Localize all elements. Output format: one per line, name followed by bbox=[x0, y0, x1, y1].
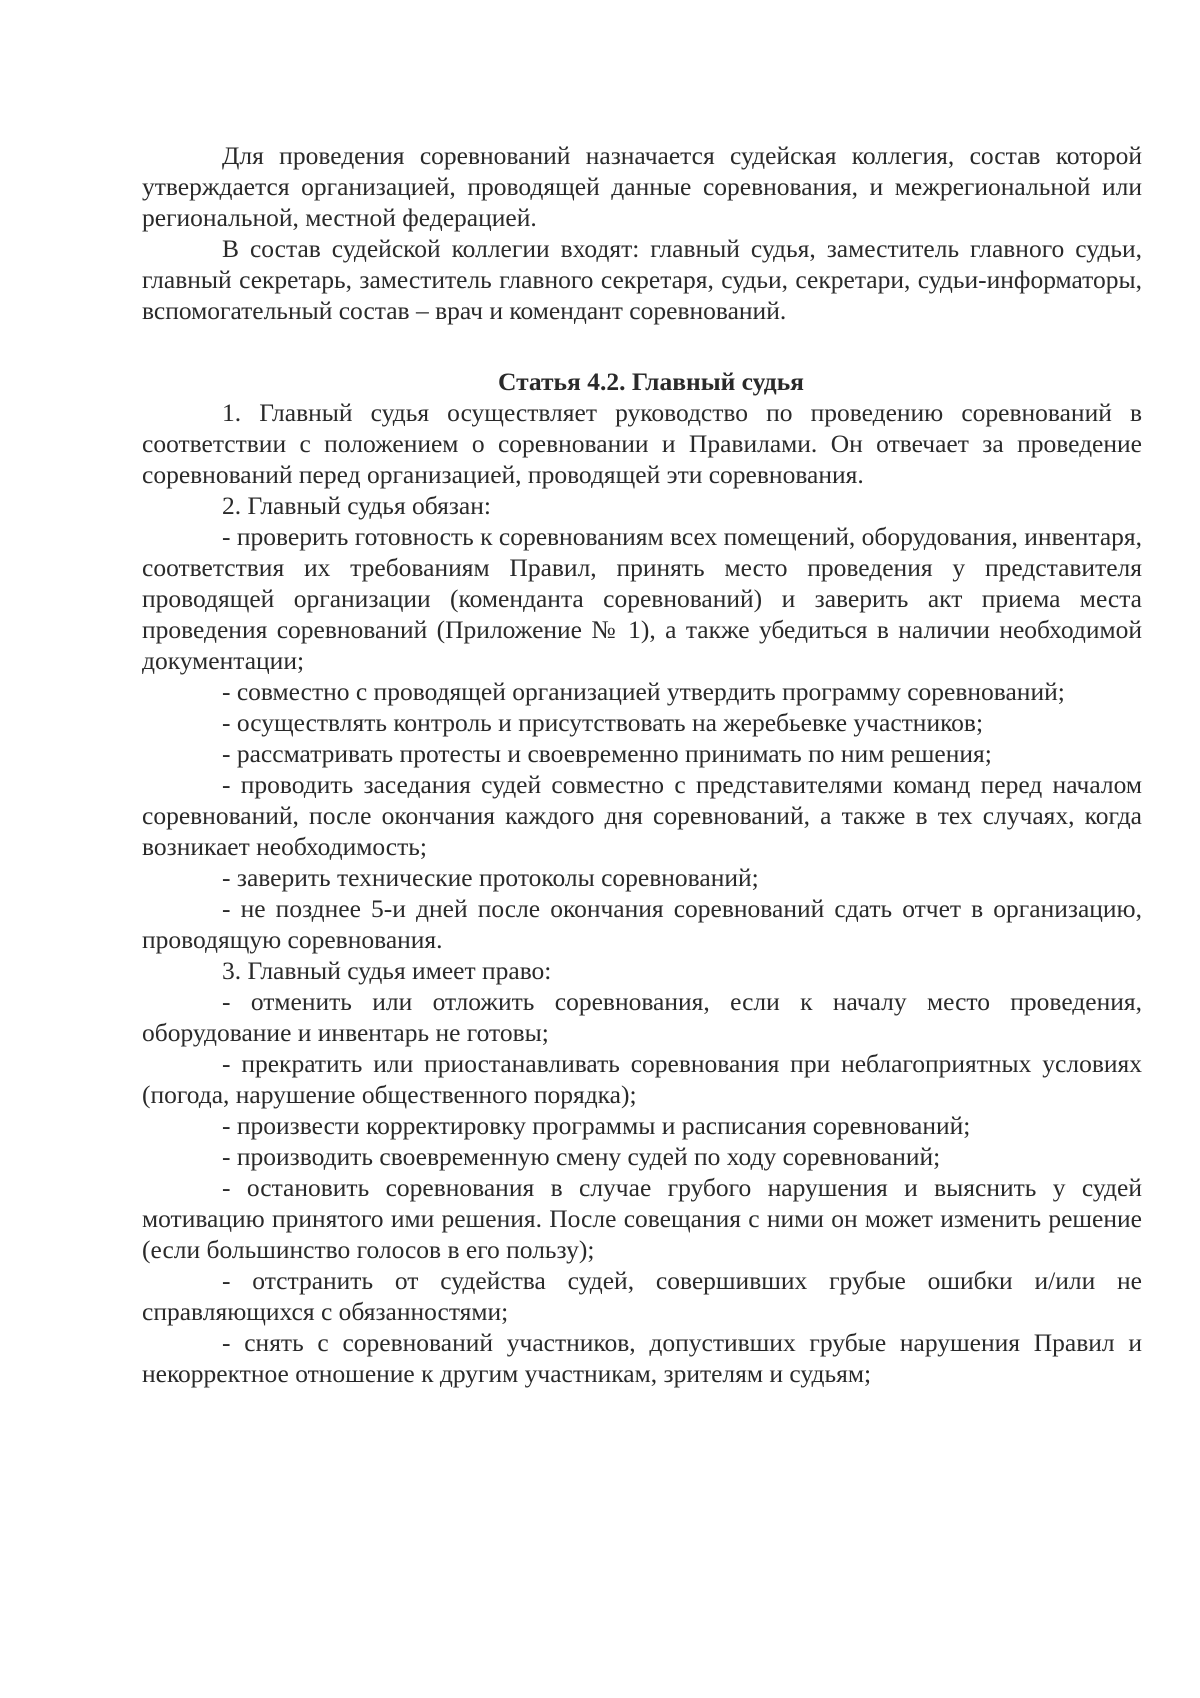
list-item: - рассматривать протесты и своевременно принимать по ним решения; bbox=[222, 739, 992, 768]
article-paragraph: 2. Главный судья обязан: bbox=[222, 491, 491, 520]
list-item: - отстранить от судейства судей, совершивших грубые ошибки и/или не справляющихся с обязанностями; bbox=[142, 1266, 1142, 1326]
list-item: - совместно с проводящей организацией утвердить программу соревнований; bbox=[222, 677, 1065, 706]
article-heading: Статья 4.2. Главный судья bbox=[498, 367, 804, 396]
article-paragraph: 1. Главный судья осуществляет руководство по проведению соревнований в соответствии с положением о соревновании и Правилами. Он отвечает за проведение соревнований перед организацией, проводящей эти соревнования. bbox=[142, 398, 1142, 489]
list-item: - произвести корректировку программы и расписания соревнований; bbox=[222, 1111, 971, 1140]
list-item: - не позднее 5-и дней после окончания соревнований сдать отчет в организацию, проводящую соревнования. bbox=[142, 894, 1142, 954]
list-item: - остановить соревнования в случае грубого нарушения и выяснить у судей мотивацию принятого ими решения. После совещания с ними он может изменить решение (если большинство голосов в его пользу); bbox=[142, 1173, 1142, 1264]
intro-paragraph: Для проведения соревнований назначается судейская коллегия, состав которой утверждается организацией, проводящей данные соревнования, и межрегиональной или региональной, местной федерацией. bbox=[142, 141, 1142, 232]
list-item: - заверить технические протоколы соревнований; bbox=[222, 863, 759, 892]
list-item: - прекратить или приостанавливать соревнования при неблагоприятных условиях (погода, нарушение общественного порядка); bbox=[142, 1049, 1142, 1109]
article-paragraph: 3. Главный судья имеет право: bbox=[222, 956, 552, 985]
list-item: - отменить или отложить соревнования, если к началу место проведения, оборудование и инвентарь не готовы; bbox=[142, 987, 1142, 1047]
list-item: - осуществлять контроль и присутствовать на жеребьевке участников; bbox=[222, 708, 984, 737]
list-item: - проверить готовность к соревнованиям всех помещений, оборудования, инвентаря, соответствия их требованиям Правил, принять место проведения у представителя проводящей организации (коменданта соревнований) и заверить акт приема места проведения соревнований (Приложение № 1), а также убедиться в наличии необходимой документации; bbox=[142, 522, 1142, 675]
list-item: - снять с соревнований участников, допустивших грубые нарушения Правил и некорректное отношение к другим участникам, зрителям и судьям; bbox=[142, 1328, 1142, 1388]
document-page bbox=[142, 140, 1142, 1389]
section-spacer bbox=[142, 326, 1142, 366]
list-item: - производить своевременную смену судей по ходу соревнований; bbox=[222, 1142, 941, 1171]
intro-paragraph: В состав судейской коллегии входят: главный судья, заместитель главного судьи, главный секретарь, заместитель главного секретаря, судьи, секретари, судьи-информаторы, вспомогательный состав – врач и комендант соревнований. bbox=[142, 234, 1142, 325]
list-item: - проводить заседания судей совместно с представителями команд перед началом соревнований, после окончания каждого дня соревнований, а также в тех случаях, когда возникает необходимость; bbox=[142, 770, 1142, 861]
